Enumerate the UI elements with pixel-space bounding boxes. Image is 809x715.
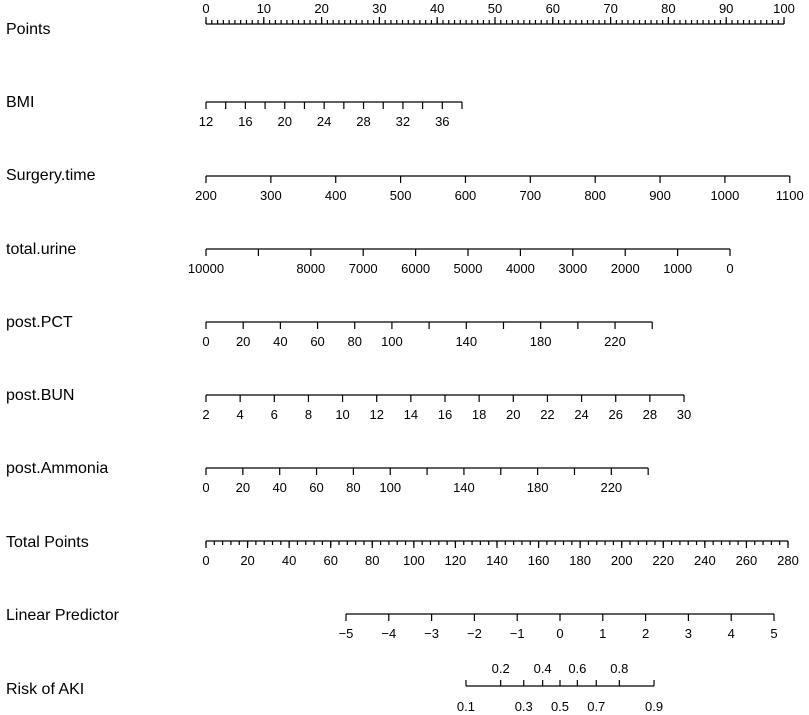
linear-predictor-tick-label: 1 [599,626,607,641]
post-pct-tick-label: 80 [347,334,362,349]
post-ammonia-tick-label: 60 [309,480,324,495]
post-bun-label: post.BUN [6,387,75,404]
surgery-time-tick-label: 900 [649,188,671,203]
bmi-tick-label: 16 [238,114,253,129]
total-urine-tick-label: 10000 [187,261,225,276]
linear-predictor-tick-label: −5 [338,626,354,641]
total-points-tick-label: 160 [527,553,550,568]
linear-predictor-tick-label: 3 [684,626,693,641]
linear-predictor-tick-label: 2 [641,626,650,641]
linear-predictor-tick-label: 0 [556,626,564,641]
post-ammonia-tick-label: 80 [346,480,361,495]
post-bun-tick-label: 20 [506,407,521,422]
total-points-tick-label: 260 [735,553,758,568]
total-points-tick-label: 140 [486,553,508,568]
total-urine-tick-label: 8000 [296,261,326,276]
points-label: Points [6,21,51,38]
post-ammonia-tick-label: 0 [202,480,210,495]
surgery-time-tick-label: 300 [260,188,282,203]
post-pct-tick-label: 140 [455,334,478,349]
risk-of-aki-tick-label: 0.9 [645,699,664,714]
surgery-time-tick-label: 200 [195,188,217,203]
risk-of-aki-label: Risk of AKI [6,681,85,698]
risk-of-aki-tick-label: 0.8 [610,661,629,676]
surgery-time-label: Surgery.time [6,167,96,184]
total-points-tick-label: 40 [281,553,297,568]
post-bun-tick-label: 30 [676,407,692,422]
points-tick-label: 70 [603,1,618,16]
points-tick-label: 10 [256,1,272,16]
total-urine-tick-label: 0 [726,261,734,276]
post-ammonia-tick-label: 180 [526,480,549,495]
total-points-label: Total Points [6,534,89,551]
total-points-tick-label: 0 [202,553,210,568]
bmi-tick-label: 36 [435,114,450,129]
risk-of-aki-tick-label: 0.3 [514,699,533,714]
total-points-tick-label: 280 [777,553,799,568]
linear-predictor-tick-label: −1 [509,626,525,641]
surgery-time-tick-label: 400 [324,188,347,203]
post-bun-tick-label: 8 [304,407,313,422]
total-urine-tick-label: 4000 [505,261,535,276]
post-bun-tick-label: 4 [236,407,244,422]
post-bun-tick-label: 6 [270,407,278,422]
bmi-tick-label: 28 [356,114,371,129]
points-tick-label: 100 [773,1,795,16]
post-pct-label: post.PCT [6,314,73,331]
post-pct-tick-label: 0 [202,334,210,349]
bmi-label: BMI [6,94,35,111]
post-bun-tick-label: 28 [642,407,658,422]
post-ammonia-tick-label: 100 [379,480,402,495]
bmi-tick-label: 24 [316,114,332,129]
risk-of-aki-tick-label: 0.5 [550,699,570,714]
total-urine-tick-label: 3000 [558,261,588,276]
points-tick-label: 0 [202,1,210,16]
post-bun-tick-label: 22 [540,407,555,422]
total-urine-tick-label: 2000 [610,261,640,276]
post-bun-tick-label: 24 [574,407,589,422]
total-points-tick-label: 180 [569,553,591,568]
linear-predictor-tick-label: 5 [770,626,778,641]
points-tick-label: 80 [661,1,676,16]
post-ammonia-label: post.Ammonia [6,460,109,477]
total-urine-tick-label: 6000 [401,261,431,276]
points-tick-label: 60 [545,1,561,16]
total-points-tick-label: 240 [694,553,716,568]
risk-of-aki-tick-label: 0.1 [456,699,475,714]
total-urine-tick-label: 7000 [348,261,378,276]
total-points-tick-label: 20 [240,553,255,568]
post-pct-tick-label: 40 [273,334,288,349]
points-tick-label: 50 [487,1,503,16]
points-tick-label: 90 [718,1,734,16]
total-urine-tick-label: 1000 [663,261,693,276]
total-points-tick-label: 100 [403,553,425,568]
points-tick-label: 30 [372,1,387,16]
points-tick-label: 40 [429,1,445,16]
post-pct-tick-label: 220 [604,334,626,349]
linear-predictor-label: Linear Predictor [6,607,119,624]
total-points-tick-label: 120 [444,553,467,568]
post-ammonia-tick-label: 140 [453,480,475,495]
post-ammonia-tick-label: 20 [235,480,251,495]
risk-of-aki-tick-label: 0.7 [587,699,606,714]
linear-predictor-tick-label: −4 [381,626,397,641]
post-pct-tick-label: 100 [381,334,403,349]
post-ammonia-tick-label: 40 [272,480,287,495]
risk-of-aki-tick-label: 0.6 [568,661,587,676]
total-urine-label: total.urine [6,241,77,258]
linear-predictor-tick-label: −2 [466,626,482,641]
bmi-tick-label: 20 [277,114,293,129]
linear-predictor-tick-label: −3 [424,626,440,641]
post-bun-tick-label: 14 [403,407,419,422]
risk-of-aki-tick-label: 0.4 [533,661,552,676]
risk-of-aki-tick-label: 0.2 [491,661,510,676]
points-tick-label: 20 [314,1,329,16]
post-bun-tick-label: 2 [202,407,210,422]
surgery-time-tick-label: 1100 [775,188,804,203]
post-ammonia-tick-label: 220 [600,480,623,495]
total-points-tick-label: 80 [365,553,380,568]
total-points-tick-label: 60 [323,553,338,568]
total-urine-tick-label: 5000 [453,261,483,276]
post-bun-tick-label: 12 [369,407,384,422]
post-bun-tick-label: 26 [608,407,623,422]
surgery-time-tick-label: 700 [519,188,542,203]
bmi-tick-label: 32 [395,114,411,129]
bmi-tick-label: 12 [198,114,214,129]
post-bun-tick-label: 16 [437,407,453,422]
linear-predictor-tick-label: 4 [727,626,735,641]
post-pct-tick-label: 20 [235,334,251,349]
post-pct-tick-label: 60 [310,334,325,349]
surgery-time-tick-label: 1000 [710,188,740,203]
surgery-time-tick-label: 500 [389,188,412,203]
total-points-tick-label: 220 [652,553,675,568]
total-points-tick-label: 200 [610,553,633,568]
post-bun-tick-label: 10 [335,407,350,422]
post-bun-tick-label: 18 [471,407,487,422]
surgery-time-tick-label: 600 [454,188,477,203]
surgery-time-tick-label: 800 [584,188,607,203]
post-pct-tick-label: 180 [529,334,552,349]
